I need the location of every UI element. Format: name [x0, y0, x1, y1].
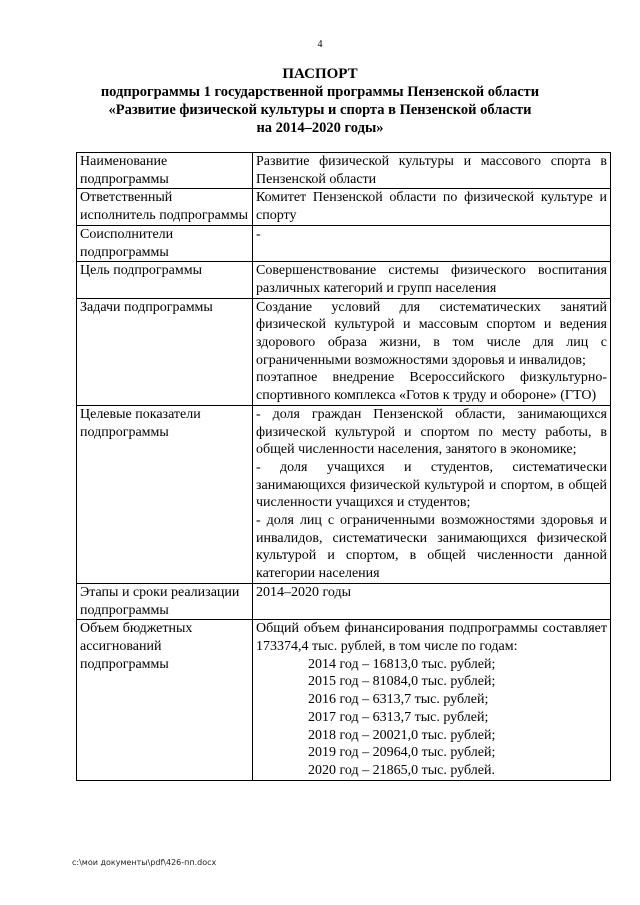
table-row [77, 620, 611, 780]
row-label: Соисполнители подпрограммы [77, 225, 253, 261]
funding-year: 2018 год – 20021,0 тыс. рублей; [308, 727, 496, 743]
passport-table [76, 152, 611, 781]
row-label: Задачи подпрограммы [77, 298, 253, 405]
funding-intro: Общий объем финансирования подпрограммы составляет 173374,4 тыс. рублей, в том числе по годам: [256, 621, 607, 654]
indicator-item: - доля лиц с ограниченными возможностями здоровья и инвалидов, систематически занимающихся физической культурой и спортом, в общей численности данной категории населения [256, 513, 607, 582]
row-value: Развитие физической культуры и массового спорта в Пензенской области [253, 153, 611, 189]
row-value: Совершенствование системы физического воспитания различных категорий и групп населения [253, 262, 611, 298]
funding-year: 2014 год – 16813,0 тыс. рублей; [308, 656, 496, 672]
funding-year: 2015 год – 81084,0 тыс. рублей; [308, 674, 496, 690]
row-label: Объем бюджетных ассигнований подпрограммы [77, 620, 253, 780]
funding-year: 2020 год – 21865,0 тыс. рублей. [308, 762, 495, 778]
table-row [77, 405, 611, 583]
row-label: Целевые показатели подпрограммы [77, 405, 253, 583]
table-row [77, 583, 611, 619]
row-value: - [253, 225, 611, 261]
row-label: Цель подпрограммы [77, 262, 253, 298]
title-passport: ПАСПОРТ [282, 66, 358, 82]
document-title [72, 65, 568, 137]
page-number: 4 [317, 39, 323, 50]
file-path-footer: c:\мои документы\pdf\426-пп.docx [72, 858, 217, 867]
funding-year: 2017 год – 6313,7 тыс. рублей; [308, 709, 489, 725]
table-row [77, 262, 611, 298]
row-value [253, 620, 611, 780]
indicator-item: - доля граждан Пензенской области, занимающихся физической культурой и спортом по месту работы, в общей численности населения, занятого в экономике; [256, 406, 607, 458]
row-value [253, 405, 611, 583]
table-row [77, 225, 611, 261]
table-row [77, 153, 611, 189]
row-label: Этапы и сроки реализации подпрограммы [77, 583, 253, 619]
task-paragraph: поэтапное внедрение Всероссийского физкультурно-спортивного комплекса «Готов к труду и обороне» (ГТО) [256, 370, 607, 404]
task-paragraph: Создание условий для систематических занятий физической культурой и массовым спортом и ведения здорового образа жизни, в том числе для лиц с ограниченными возможностями здоровья и инвалидов; [256, 299, 607, 368]
title-subtitle-line1: подпрограммы 1 государственной программы Пензенской области [100, 84, 540, 100]
table-row [77, 298, 611, 405]
title-subtitle-line2: «Развитие физической культуры и спорта в Пензенской области [108, 102, 532, 118]
funding-year: 2016 год – 6313,7 тыс. рублей; [308, 692, 489, 708]
row-label: Наименование подпрограммы [77, 153, 253, 189]
row-value: Комитет Пензенской области по физической культуре и спорту [253, 189, 611, 225]
indicator-item: - доля учащихся и студентов, систематически занимающихся физической культурой и спортом, в общей численности учащихся и студентов; [256, 459, 607, 511]
row-value [253, 298, 611, 405]
table-row [77, 189, 611, 225]
funding-year: 2019 год – 20964,0 тыс. рублей; [308, 745, 496, 761]
title-subtitle-line3: на 2014–2020 годы» [256, 120, 384, 136]
row-label: Ответственный исполнитель подпрограммы [77, 189, 253, 225]
row-value: 2014–2020 годы [253, 583, 611, 619]
